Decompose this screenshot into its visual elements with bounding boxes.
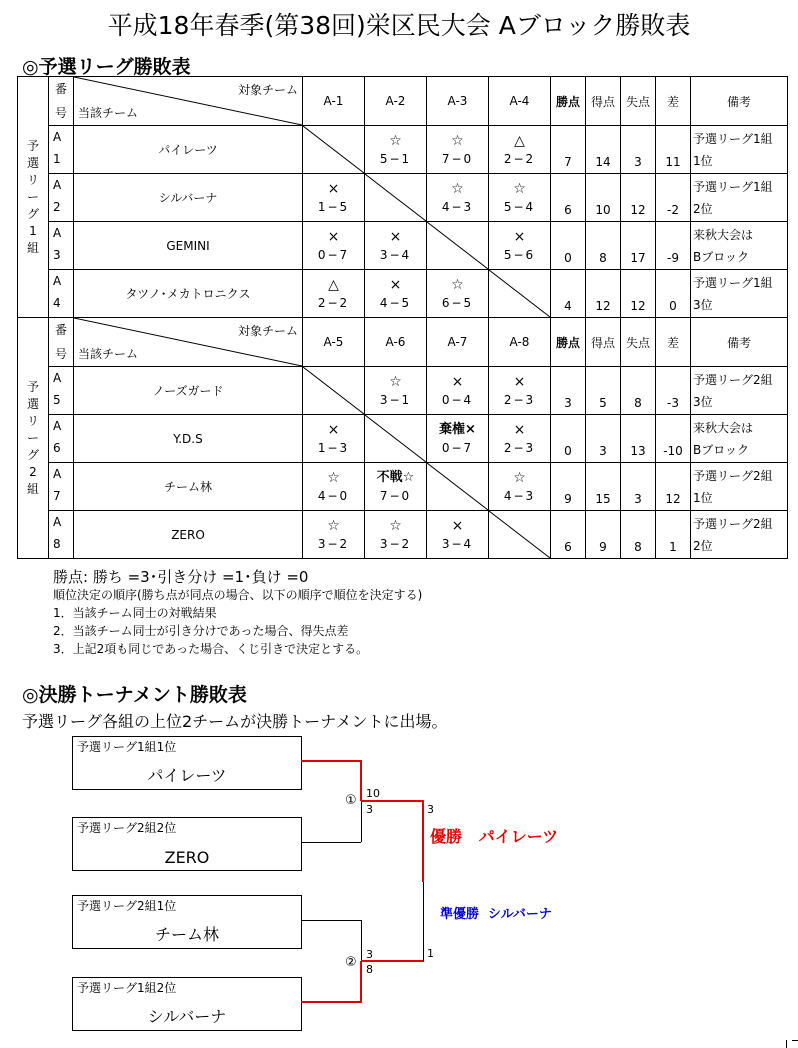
result-mark: ☆ xyxy=(327,469,340,486)
goal-diff-value: -9 xyxy=(656,222,691,270)
bracket-box-label: 予選リーグ1組2位 xyxy=(77,981,177,995)
row-number: 2 xyxy=(53,200,61,214)
self-match-cell xyxy=(427,222,489,270)
team-name: チーム林 xyxy=(74,463,303,511)
bracket-line-winner xyxy=(361,800,423,802)
goals-for-value: 10 xyxy=(586,174,621,222)
points-rule: 勝点: 勝ち =3･引き分け =1･負け =0 xyxy=(53,568,309,586)
group-label-char: 組 xyxy=(26,240,39,255)
result-score: 6−5 xyxy=(441,295,474,310)
bracket-box-team: パイレーツ xyxy=(147,766,227,785)
bracket-box-label: 予選リーグ1組1位 xyxy=(77,740,177,754)
row-number: 6 xyxy=(53,441,61,455)
goals-against-value: 12 xyxy=(621,270,656,318)
self-match-cell xyxy=(427,463,489,511)
points-value: 6 xyxy=(551,511,586,559)
goals-against-value: 8 xyxy=(621,511,656,559)
result-score: 2−3 xyxy=(503,440,536,455)
points-value: 3 xyxy=(551,367,586,415)
group-label-char: グ xyxy=(26,206,39,221)
result-mark: 棄権× xyxy=(439,421,476,437)
row-number: 1 xyxy=(53,152,61,166)
match-result-cell xyxy=(489,463,551,511)
goals-against-value: 13 xyxy=(621,415,656,463)
header-target-label: 対象チーム xyxy=(237,83,298,97)
match-result-cell xyxy=(489,126,551,174)
result-score: 1−5 xyxy=(317,199,350,214)
header-target-current xyxy=(74,77,303,126)
header-opponent: A-4 xyxy=(489,77,551,126)
table-row xyxy=(18,511,788,559)
header-opponent: A-6 xyxy=(365,318,427,367)
final-description: 予選リーグ各組の上位2チームが決勝トーナメントに出場。 xyxy=(22,712,448,731)
result-score: 3−1 xyxy=(379,392,412,407)
result-score: 3−4 xyxy=(441,536,474,551)
header-diff: 差 xyxy=(656,318,691,367)
self-match-cell xyxy=(365,415,427,463)
result-score: 5−6 xyxy=(503,247,536,262)
note-line-1: 予選リーグ1組 xyxy=(693,275,773,290)
match-1-score-top: 10 xyxy=(366,787,380,800)
row-number-prefix: A xyxy=(53,371,62,385)
header-diff: 差 xyxy=(656,77,691,126)
match-result-cell xyxy=(303,222,365,270)
match-result-cell xyxy=(303,174,365,222)
header-number-bottom: 号 xyxy=(54,347,67,361)
result-score: 4−5 xyxy=(379,295,412,310)
table-row xyxy=(18,415,788,463)
points-value: 9 xyxy=(551,463,586,511)
header-opponent: A-1 xyxy=(303,77,365,126)
bracket-box-team: シルバーナ xyxy=(147,1007,227,1026)
bracket-line-winner xyxy=(301,1001,362,1003)
goals-against-value: 3 xyxy=(621,463,656,511)
header-target-label: 対象チーム xyxy=(237,324,298,338)
self-match-cell xyxy=(489,511,551,559)
bracket-box-4 xyxy=(72,977,302,1031)
table-row xyxy=(18,270,788,318)
match-result-cell xyxy=(303,415,365,463)
note-line-2: Bブロック xyxy=(693,442,749,457)
rank-rule-3: 3．上記2項も同じであった場合、くじ引きで決定とする。 xyxy=(53,642,369,656)
match-result-cell xyxy=(303,270,365,318)
match-result-cell xyxy=(427,174,489,222)
bracket-box-team: ZERO xyxy=(164,848,210,867)
final-score-bottom: 1 xyxy=(427,947,434,960)
bracket-line xyxy=(361,800,362,842)
match-1-number: ① xyxy=(345,793,357,808)
page-edge-mark xyxy=(792,1040,798,1041)
diagonal-line xyxy=(489,270,550,317)
group-label-char: グ xyxy=(26,447,39,462)
match-1-score-bottom: 3 xyxy=(366,803,373,816)
bracket-line xyxy=(423,882,424,961)
match-result-cell xyxy=(427,415,489,463)
goals-against-value: 12 xyxy=(621,174,656,222)
match-result-cell xyxy=(489,415,551,463)
goals-for-value: 5 xyxy=(586,367,621,415)
result-mark: × xyxy=(389,228,402,245)
goal-diff-value: -2 xyxy=(656,174,691,222)
note-line-1: 予選リーグ2組 xyxy=(693,372,773,387)
self-match-cell xyxy=(303,367,365,415)
result-score: 3−2 xyxy=(317,536,350,551)
group-label-char: ー xyxy=(26,430,39,445)
result-mark: ☆ xyxy=(327,517,340,534)
header-opponent: A-5 xyxy=(303,318,365,367)
result-score: 7−0 xyxy=(379,488,412,503)
group-label xyxy=(18,318,49,559)
bracket-line-winner xyxy=(301,760,361,762)
row-number-prefix: A xyxy=(53,467,62,481)
result-mark: × xyxy=(327,421,340,438)
match-result-cell xyxy=(365,222,427,270)
result-score: 7−0 xyxy=(441,151,474,166)
group-label xyxy=(18,77,49,318)
result-mark: × xyxy=(327,228,340,245)
goal-diff-value: 1 xyxy=(656,511,691,559)
bracket-line-winner xyxy=(360,760,362,801)
header-points: 勝点 xyxy=(551,318,586,367)
result-mark: × xyxy=(389,276,402,293)
goals-for-value: 8 xyxy=(586,222,621,270)
final-heading: ◎決勝トーナメント勝敗表 xyxy=(22,684,247,706)
goal-diff-value: 12 xyxy=(656,463,691,511)
match-2-number: ② xyxy=(345,955,357,970)
result-mark: ☆ xyxy=(513,469,526,486)
note-line-1: 来秋大会は xyxy=(693,420,754,435)
diagonal-line xyxy=(489,511,550,558)
match-result-cell xyxy=(427,126,489,174)
header-number-bottom: 号 xyxy=(54,106,67,120)
group-label-char: 予 xyxy=(26,379,39,394)
match-result-cell xyxy=(365,126,427,174)
note-line-1: 来秋大会は xyxy=(693,227,754,242)
header-note: 備考 xyxy=(691,318,788,367)
row-number-prefix: A xyxy=(53,515,62,529)
bracket-box-3 xyxy=(72,895,302,949)
diagonal-line xyxy=(427,463,488,510)
note-line-2: 3位 xyxy=(693,394,713,409)
result-score: 2−2 xyxy=(317,295,350,310)
self-match-cell xyxy=(303,126,365,174)
row-number-prefix: A xyxy=(53,178,62,192)
goal-diff-value: -10 xyxy=(656,415,691,463)
group-label-char: 選 xyxy=(26,155,39,170)
header-goals-for: 得点 xyxy=(586,318,621,367)
goal-diff-value: -3 xyxy=(656,367,691,415)
match-result-cell xyxy=(303,511,365,559)
diagonal-line xyxy=(303,126,364,173)
note-line-2: Bブロック xyxy=(693,249,749,264)
bracket-line xyxy=(361,920,362,961)
row-number-prefix: A xyxy=(53,130,62,144)
result-mark: △ xyxy=(328,276,339,293)
final-score-top: 3 xyxy=(427,803,434,816)
goals-for-value: 15 xyxy=(586,463,621,511)
note-line-2: 1位 xyxy=(693,490,713,505)
result-mark: ☆ xyxy=(451,180,464,197)
points-value: 6 xyxy=(551,174,586,222)
row-number: 7 xyxy=(53,489,61,503)
row-number-prefix: A xyxy=(53,419,62,433)
table-row xyxy=(18,222,788,270)
header-current-label: 当該チーム xyxy=(78,106,139,120)
goal-diff-value: 0 xyxy=(656,270,691,318)
bracket-line-winner xyxy=(422,800,424,882)
result-score: 4−3 xyxy=(441,199,474,214)
table-row xyxy=(18,367,788,415)
bracket-line-winner xyxy=(360,961,362,1003)
goals-for-value: 12 xyxy=(586,270,621,318)
match-result-cell xyxy=(427,367,489,415)
points-value: 0 xyxy=(551,222,586,270)
group-label-char: 組 xyxy=(26,481,39,496)
note-line-2: 2位 xyxy=(693,201,713,216)
result-mark: ☆ xyxy=(451,276,464,293)
group-table-1 xyxy=(17,76,788,318)
row-number-prefix: A xyxy=(53,226,62,240)
match-2-score-bottom: 8 xyxy=(366,963,373,976)
goal-diff-value: 11 xyxy=(656,126,691,174)
page-edge-mark xyxy=(786,1040,787,1048)
group-label-char: 選 xyxy=(26,396,39,411)
group-label-char: ー xyxy=(26,189,39,204)
bracket-line xyxy=(301,842,361,843)
team-name: タツノ･メカトロニクス xyxy=(74,270,303,318)
self-match-cell xyxy=(365,174,427,222)
bracket-box-team: チーム林 xyxy=(154,925,219,944)
bracket-box-1 xyxy=(72,736,302,790)
result-score: 0−7 xyxy=(317,247,350,262)
header-opponent: A-7 xyxy=(427,318,489,367)
note-line-2: 3位 xyxy=(693,297,713,312)
match-result-cell xyxy=(489,367,551,415)
header-points: 勝点 xyxy=(551,77,586,126)
header-number-top: 番 xyxy=(54,323,67,337)
header-opponent: A-2 xyxy=(365,77,427,126)
team-name: ノーズガード xyxy=(74,367,303,415)
page-title: 平成18年春季(第38回)栄区民大会 Aブロック勝敗表 xyxy=(107,11,691,40)
note-line-2: 2位 xyxy=(693,538,713,553)
table-row xyxy=(18,174,788,222)
result-mark: ☆ xyxy=(513,180,526,197)
rank-rule-1: 1．当該チーム同士の対戦結果 xyxy=(53,606,217,620)
result-mark: × xyxy=(451,517,464,534)
header-number-top: 番 xyxy=(54,82,67,96)
result-score: 1−3 xyxy=(317,440,350,455)
runner-up-label: 準優勝 シルバーナ xyxy=(440,907,552,922)
result-mark: × xyxy=(513,373,526,390)
team-name: GEMINI xyxy=(74,222,303,270)
diagonal-line xyxy=(303,367,364,414)
result-score: 5−1 xyxy=(379,151,412,166)
note-line-1: 予選リーグ1組 xyxy=(693,131,773,146)
match-result-cell xyxy=(427,270,489,318)
header-opponent: A-8 xyxy=(489,318,551,367)
match-result-cell xyxy=(365,511,427,559)
points-value: 4 xyxy=(551,270,586,318)
result-mark: 不戦☆ xyxy=(376,469,415,485)
row-number-prefix: A xyxy=(53,274,62,288)
match-2-score-top: 3 xyxy=(366,948,373,961)
goals-for-value: 3 xyxy=(586,415,621,463)
goals-for-value: 9 xyxy=(586,511,621,559)
header-note: 備考 xyxy=(691,77,788,126)
result-mark: × xyxy=(513,228,526,245)
result-mark: × xyxy=(327,180,340,197)
goals-against-value: 17 xyxy=(621,222,656,270)
table-row xyxy=(18,126,788,174)
note-line-1: 予選リーグ1組 xyxy=(693,179,773,194)
team-name: ZERO xyxy=(74,511,303,559)
row-number: 5 xyxy=(53,393,61,407)
result-score: 5−4 xyxy=(503,199,536,214)
self-match-cell xyxy=(489,270,551,318)
result-mark: ☆ xyxy=(389,373,402,390)
match-result-cell xyxy=(427,511,489,559)
group-table-2 xyxy=(17,317,788,559)
result-score: 3−4 xyxy=(379,247,412,262)
header-goals-for: 得点 xyxy=(586,77,621,126)
result-mark: △ xyxy=(514,132,525,149)
group-label-char: リ xyxy=(26,413,39,428)
prelim-heading: ◎予選リーグ勝敗表 xyxy=(22,56,191,78)
header-target-current xyxy=(74,318,303,367)
header-goals-against: 失点 xyxy=(621,77,656,126)
champion-label: 優勝 パイレーツ xyxy=(430,827,559,846)
match-result-cell xyxy=(489,222,551,270)
goals-against-value: 3 xyxy=(621,126,656,174)
goals-for-value: 14 xyxy=(586,126,621,174)
header-current-label: 当該チーム xyxy=(78,347,139,361)
result-mark: × xyxy=(513,421,526,438)
points-value: 7 xyxy=(551,126,586,174)
bracket-line xyxy=(301,920,361,921)
header-opponent: A-3 xyxy=(427,77,489,126)
diagonal-line xyxy=(365,415,426,462)
result-score: 2−2 xyxy=(503,151,536,166)
row-number: 8 xyxy=(53,537,61,551)
result-mark: × xyxy=(451,373,464,390)
match-result-cell xyxy=(365,270,427,318)
result-score: 4−0 xyxy=(317,488,350,503)
match-result-cell xyxy=(489,174,551,222)
match-result-cell xyxy=(365,463,427,511)
note-line-1: 予選リーグ2組 xyxy=(693,516,773,531)
match-result-cell xyxy=(303,463,365,511)
bracket-box-label: 予選リーグ2組1位 xyxy=(77,899,177,913)
header-goals-against: 失点 xyxy=(621,318,656,367)
result-score: 0−7 xyxy=(441,440,474,455)
table-row xyxy=(18,463,788,511)
result-score: 0−4 xyxy=(441,392,474,407)
group-label-char: 予 xyxy=(26,138,39,153)
team-name: パイレーツ xyxy=(74,126,303,174)
row-number: 4 xyxy=(53,296,61,310)
result-mark: ☆ xyxy=(389,132,402,149)
bracket-box-label: 予選リーグ2組2位 xyxy=(77,821,177,835)
group-label-char: 2 xyxy=(29,464,37,479)
group-label-char: リ xyxy=(26,172,39,187)
result-mark: ☆ xyxy=(451,132,464,149)
team-name: シルバーナ xyxy=(74,174,303,222)
group-label-char: 1 xyxy=(29,223,37,238)
match-result-cell xyxy=(365,367,427,415)
diagonal-line xyxy=(427,222,488,269)
diagonal-line xyxy=(365,174,426,221)
goals-against-value: 8 xyxy=(621,367,656,415)
result-mark: ☆ xyxy=(389,517,402,534)
row-number: 3 xyxy=(53,248,61,262)
result-score: 4−3 xyxy=(503,488,536,503)
rank-rule-title: 順位決定の順序(勝ち点が同点の場合、以下の順序で順位を決定する) xyxy=(53,588,423,602)
note-line-2: 1位 xyxy=(693,153,713,168)
result-score: 2−3 xyxy=(503,392,536,407)
note-line-1: 予選リーグ2組 xyxy=(693,468,773,483)
team-name: Y.D.S xyxy=(74,415,303,463)
bracket-box-2 xyxy=(72,817,302,871)
result-score: 3−2 xyxy=(379,536,412,551)
rank-rule-2: 2．当該チーム同士が引き分けであった場合、得失点差 xyxy=(53,624,349,638)
points-value: 0 xyxy=(551,415,586,463)
